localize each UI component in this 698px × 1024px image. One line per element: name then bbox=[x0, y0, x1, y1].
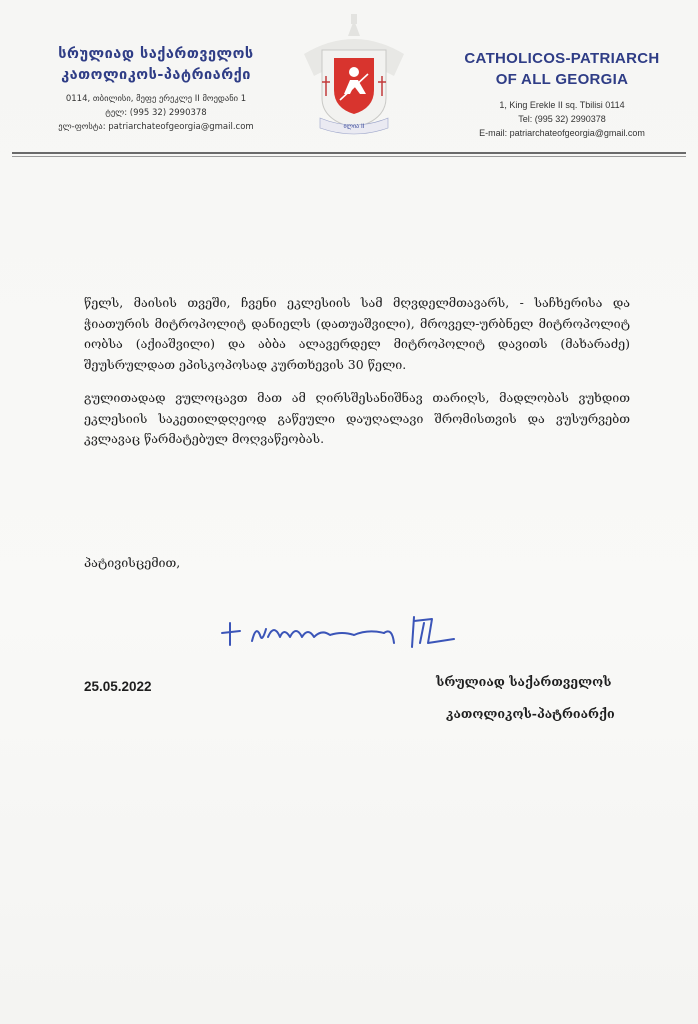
org-name-english-line1: CATHOLICOS-PATRIARCH bbox=[464, 50, 660, 67]
org-name-georgian-line2: კათოლიკოს-პატრიარქი bbox=[61, 67, 251, 83]
header-left-georgian bbox=[36, 44, 276, 134]
email-line: ელ-ფოსტა: patriarchateofgeorgia@gmail.com bbox=[58, 122, 254, 132]
address-line: 1, King Erekle II sq. Tbilisi 0114 bbox=[499, 100, 625, 110]
header-right-english bbox=[452, 48, 672, 140]
handwritten-signature-icon bbox=[218, 603, 468, 663]
paragraph-1: წელს, მაისის თვეში, ჩვენი ეკლესიის სამ მღვდელმთავარს, - საჩხერისა და ჭიათურის მიტროპოლიტ დანიელს (დათუაშვილი), მროველ-ურბნელ მიტროპოლიტ იობსა (აქიაშვილი) და აბბა ალავერდელ მიტროპოლიტ დავითს (მახარაძე) შეუსრულდათ ეპისკოპოსად კურთხევის 30 წელი. bbox=[84, 295, 630, 372]
phone-line: ტელ: (995 32) 2990378 bbox=[105, 108, 207, 118]
org-name-georgian-line1: სრულიად საქართველოს bbox=[58, 46, 254, 62]
header-divider-thin bbox=[12, 156, 686, 157]
org-name-english-line2: OF ALL GEORGIA bbox=[495, 71, 629, 88]
phone-line: Tel: (995 32) 2990378 bbox=[518, 114, 606, 124]
closing-regards: პატივისცემით, bbox=[84, 555, 181, 570]
address-english bbox=[452, 98, 672, 140]
address-line: 0114, თბილისი, მეფე ერეკლე II მოედანი 1 bbox=[65, 94, 247, 104]
header-divider bbox=[12, 152, 686, 154]
letter-body bbox=[84, 293, 630, 463]
crest-caption: ილია II bbox=[343, 123, 365, 130]
letter-date: 25.05.2022 bbox=[84, 679, 152, 694]
email-line: E-mail: patriarchateofgeorgia@gmail.com bbox=[479, 128, 645, 138]
address-georgian bbox=[36, 92, 276, 134]
paragraph-2: გულითადად ვულოცავთ მათ ამ ღირსშესანიშნავ თარიღს, მადლობას ვუხდით ეკლესიის საკეთილდღეოდ გაწეული დაუღალავი შრომისთვის და ვუსურვებთ კვლავაც წარმატებულ მოღვაწეობას. bbox=[84, 390, 630, 446]
patriarchate-crest-icon bbox=[294, 14, 414, 138]
signatory-line-1: სრულიად საქართველოს bbox=[436, 674, 612, 689]
signatory-line-2: კათოლიკოს-პატრიარქი bbox=[446, 706, 615, 721]
